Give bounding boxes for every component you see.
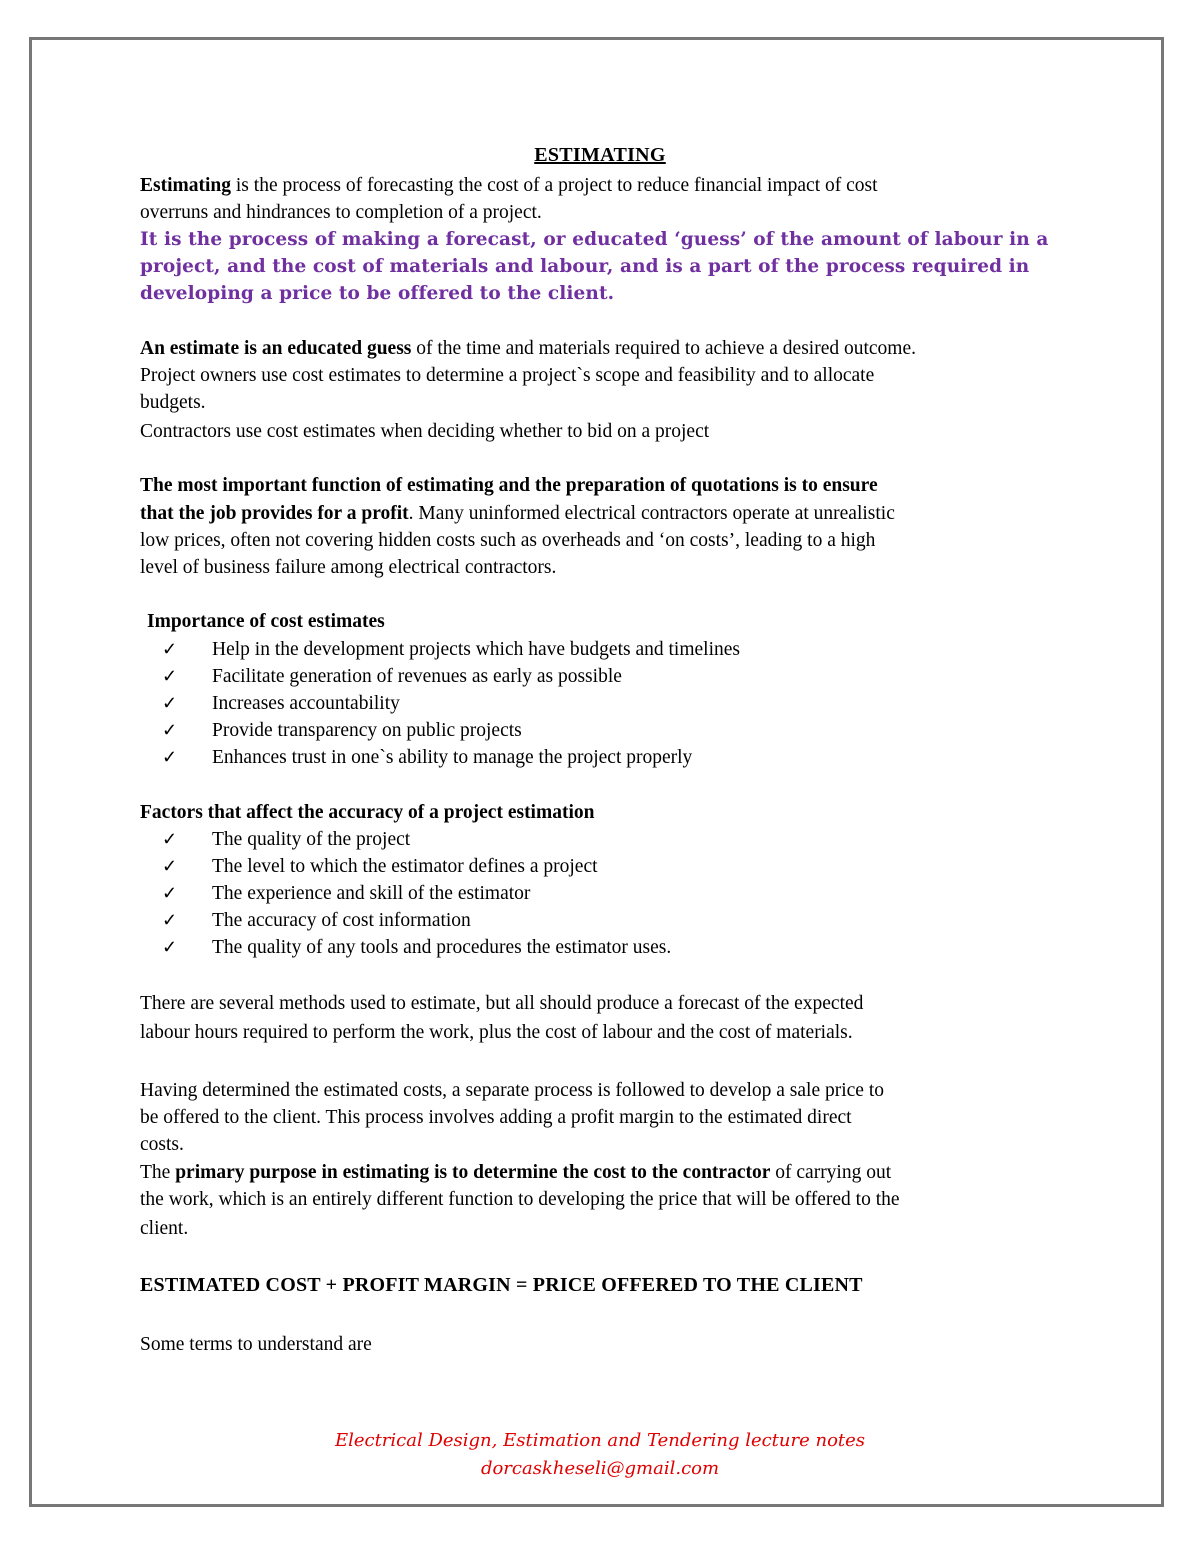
function-line-2-text: . Many uninformed electrical contractors operate at unrealistic: [408, 503, 895, 524]
purpose-bold: primary purpose in estimating is to determine the cost to the contractor: [175, 1162, 771, 1183]
factor-item: The experience and skill of the estimator: [212, 883, 531, 904]
importance-item: Increases accountability: [212, 693, 400, 714]
purpose-line-3: client.: [140, 1218, 189, 1239]
check-icon: ✓: [162, 829, 178, 849]
footer-course-title: Electrical Design, Estimation and Tendering lecture notes: [334, 1430, 866, 1451]
factors-heading: Factors that affect the accuracy of a project estimation: [140, 802, 595, 823]
purple-line-2: project, and the cost of materials and labour, and is a part of the process required in: [140, 256, 1030, 277]
importance-item: Facilitate generation of revenues as early as possible: [212, 666, 622, 687]
check-icon: ✓: [162, 639, 178, 659]
check-icon: ✓: [162, 910, 178, 930]
importance-item: Enhances trust in one`s ability to manage the project properly: [212, 747, 693, 768]
function-bold-2: that the job provides for a profit: [140, 503, 409, 524]
factor-item: The quality of the project: [212, 829, 411, 850]
function-line-3: low prices, often not covering hidden costs such as overheads and ‘on costs’, leading to a high: [140, 530, 876, 551]
estimate-line-1: [140, 337, 916, 361]
purpose-pre: The: [140, 1162, 176, 1183]
estimate-bold: An estimate is an educated guess: [140, 338, 412, 359]
check-icon: ✓: [162, 937, 178, 957]
price-formula: ESTIMATED COST + PROFIT MARGIN = PRICE OFFERED TO THE CLIENT: [140, 1274, 863, 1296]
importance-heading: Importance of cost estimates: [147, 611, 385, 632]
estimate-line-1-text: of the time and materials required to achieve a desired outcome.: [411, 338, 917, 359]
function-line-4: level of business failure among electrical contractors.: [140, 557, 557, 578]
purpose-line-1-text: of carrying out: [770, 1162, 892, 1183]
check-icon: ✓: [162, 666, 178, 686]
factor-item: The level to which the estimator defines a project: [212, 856, 598, 877]
price-line-1: Having determined the estimated costs, a separate process is followed to develop a sale price to: [140, 1080, 884, 1101]
estimate-line-3: budgets.: [140, 392, 206, 413]
estimate-line-2: Project owners use cost estimates to determine a project`s scope and feasibility and to allocate: [140, 365, 875, 386]
factor-item: The quality of any tools and procedures the estimator uses.: [212, 937, 672, 958]
intro-line-1-text: is the process of forecasting the cost of a project to reduce financial impact of cost: [231, 175, 878, 196]
purpose-line-2: the work, which is an entirely different function to developing the price that will be offered to the: [140, 1189, 900, 1210]
purpose-line-1: [140, 1161, 891, 1185]
intro-line-1: [140, 174, 878, 198]
check-icon: ✓: [162, 883, 178, 903]
intro-term: Estimating: [140, 175, 232, 196]
price-line-2: be offered to the client. This process involves adding a profit margin to the estimated direct: [140, 1107, 852, 1128]
footer-email: dorcaskheseli@gmail.com: [480, 1458, 720, 1479]
purple-line-1: It is the process of making a forecast, or educated ‘guess’ of the amount of labour in a: [140, 229, 1049, 250]
importance-item: Help in the development projects which have budgets and timelines: [212, 639, 740, 660]
intro-line-2: overruns and hindrances to completion of a project.: [140, 202, 542, 223]
check-icon: ✓: [162, 720, 178, 740]
function-line-1: The most important function of estimating and the preparation of quotations is to ensure: [140, 475, 878, 496]
estimate-line-4: Contractors use cost estimates when deciding whether to bid on a project: [140, 421, 710, 442]
factor-item: The accuracy of cost information: [212, 910, 471, 931]
methods-line-1: There are several methods used to estimate, but all should produce a forecast of the expected: [140, 993, 864, 1014]
check-icon: ✓: [162, 693, 178, 713]
methods-line-2: labour hours required to perform the work, plus the cost of labour and the cost of materials.: [140, 1022, 853, 1043]
purple-line-3: developing a price to be offered to the client.: [140, 283, 615, 304]
importance-item: Provide transparency on public projects: [212, 720, 522, 741]
function-line-2: [140, 502, 895, 526]
page-title: ESTIMATING: [534, 144, 666, 166]
price-line-3: costs.: [140, 1134, 184, 1155]
check-icon: ✓: [162, 747, 178, 767]
check-icon: ✓: [162, 856, 178, 876]
terms-line: Some terms to understand are: [140, 1334, 372, 1355]
